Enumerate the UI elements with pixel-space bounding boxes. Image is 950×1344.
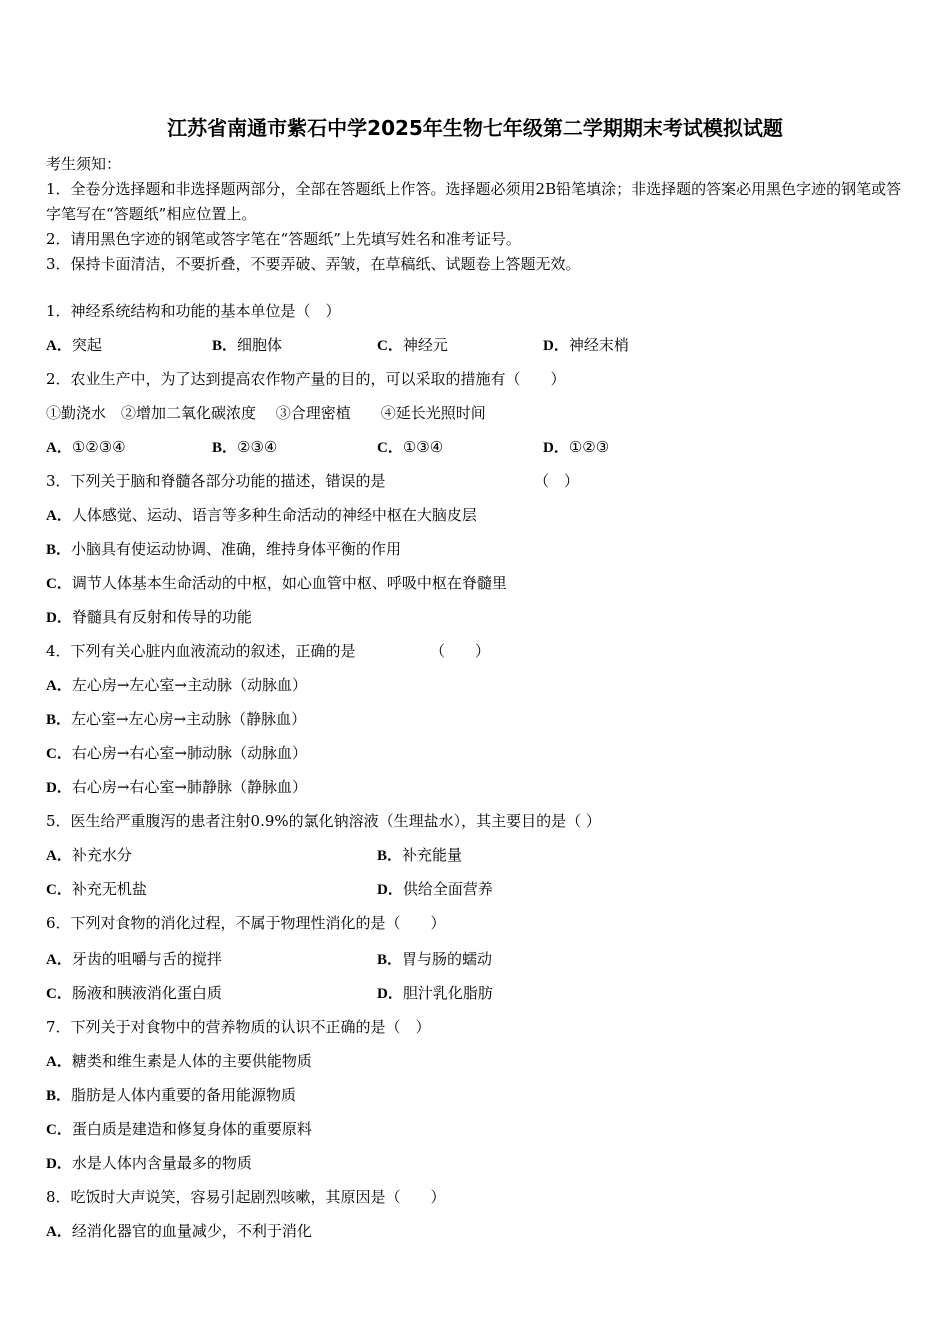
question-7-option-b: B．脂肪是人体内重要的备用能源物质 xyxy=(46,1086,297,1104)
option-b: B．细胞体 xyxy=(212,336,283,354)
question-6-options-row1 xyxy=(0,948,950,970)
question-1-stem: 1．神经系统结构和功能的基本单位是（ ） xyxy=(46,302,341,320)
question-4-option-b: B．左心室→左心房→主动脉（静脉血） xyxy=(46,710,307,728)
notice-item-2: 2．请用黑色字迹的钢笔或答字笔在“答题纸”上先填写姓名和准考证号。 xyxy=(46,230,521,248)
question-7-option-a: A．糖类和维生素是人体的主要供能物质 xyxy=(46,1052,312,1070)
question-8-option-a: A．经消化器官的血量减少，不利于消化 xyxy=(46,1222,312,1240)
option-a: A．①②③④ xyxy=(46,438,126,456)
exam-notice xyxy=(46,152,906,277)
option-c: C．补充无机盐 xyxy=(46,880,147,898)
question-7-stem: 7．下列关于对食物中的营养物质的认识不正确的是（ ） xyxy=(46,1018,431,1036)
option-d: D．神经末梢 xyxy=(543,336,629,354)
question-4-option-c: C．右心房→右心室→肺动脉（动脉血） xyxy=(46,744,307,762)
option-c: C．肠液和胰液消化蛋白质 xyxy=(46,984,222,1002)
question-5-options-row1 xyxy=(0,844,950,866)
option-b: B．②③④ xyxy=(212,438,278,456)
question-3-option-b: B．小脑具有使运动协调、准确，维持身体平衡的作用 xyxy=(46,540,402,558)
question-5-stem: 5．医生给严重腹泻的患者注射0.9%的氯化钠溶液（生理盐水），其主要目的是（ ） xyxy=(46,812,601,830)
question-3-option-c: C．调节人体基本生命活动的中枢，如心血管中枢、呼吸中枢在脊髓里 xyxy=(46,574,507,592)
question-3-stem: 3．下列关于脑和脊髓各部分功能的描述，错误的是 （ ） xyxy=(46,472,580,490)
question-8-stem: 8．吃饭时大声说笑，容易引起剧烈咳嗽，其原因是（ ） xyxy=(46,1188,446,1206)
question-3-option-d: D．脊髓具有反射和传导的功能 xyxy=(46,608,252,626)
question-7-option-c: C．蛋白质是建造和修复身体的重要原料 xyxy=(46,1120,312,1138)
question-3-option-a: A．人体感觉、运动、语言等多种生命活动的神经中枢在大脑皮层 xyxy=(46,506,477,524)
option-a: A．突起 xyxy=(46,336,102,354)
question-2-measures: ①勤浇水 ②增加二氧化碳浓度 ③合理密植 ④延长光照时间 xyxy=(46,404,486,422)
option-b: B．胃与肠的蠕动 xyxy=(377,950,493,968)
option-a: A．补充水分 xyxy=(46,846,132,864)
notice-item-3: 3．保持卡面清洁，不要折叠，不要弄破、弄皱，在草稿纸、试题卷上答题无效。 xyxy=(46,255,581,273)
option-c: C．①③④ xyxy=(377,438,444,456)
notice-item-1: 1．全卷分选择题和非选择题两部分，全部在答题纸上作答。选择题必须用2B铅笔填涂；非选择题的答案必用黑色字迹的钢笔或答字笔写在“答题纸”相应位置上。 xyxy=(46,180,902,223)
option-b: B．补充能量 xyxy=(377,846,463,864)
answer-paren: （ ） xyxy=(534,472,580,490)
option-d: D．供给全面营养 xyxy=(377,880,493,898)
question-4-option-d: D．右心房→右心室→肺静脉（静脉血） xyxy=(46,778,307,796)
page-title: 江苏省南通市紫石中学2025年生物七年级第二学期期末考试模拟试题 xyxy=(167,116,783,140)
question-6-stem: 6．下列对食物的消化过程，不属于物理性消化的是（ ） xyxy=(46,914,446,932)
answer-paren: （ ） xyxy=(430,642,491,660)
notice-heading: 考生须知： xyxy=(46,155,122,173)
question-1-options xyxy=(0,334,950,356)
question-5-options-row2 xyxy=(0,878,950,900)
option-d: D．胆汁乳化脂肪 xyxy=(377,984,493,1002)
question-4-stem: 4．下列有关心脏内血液流动的叙述，正确的是 （ ） xyxy=(46,642,491,660)
question-6-options-row2 xyxy=(0,982,950,1004)
question-4-option-a: A．左心房→左心室→主动脉（动脉血） xyxy=(46,676,307,694)
option-c: C．神经元 xyxy=(377,336,448,354)
question-2-stem: 2．农业生产中，为了达到提高农作物产量的目的，可以采取的措施有（ ） xyxy=(46,370,566,388)
question-7-option-d: D．水是人体内含量最多的物质 xyxy=(46,1154,252,1172)
question-2-options xyxy=(0,436,950,458)
option-a: A．牙齿的咀嚼与舌的搅拌 xyxy=(46,950,222,968)
option-d: D．①②③ xyxy=(543,438,610,456)
